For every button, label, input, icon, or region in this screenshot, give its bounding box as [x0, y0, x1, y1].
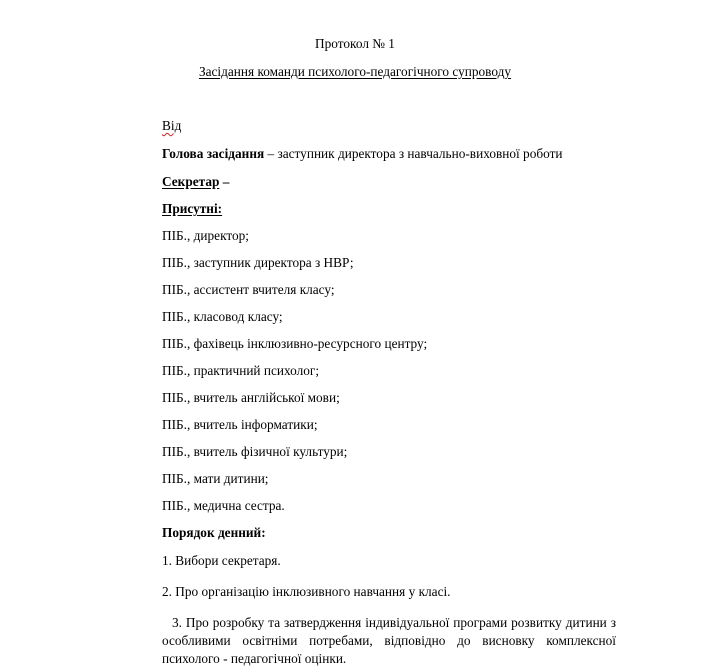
chair-line: [162, 146, 563, 162]
secretary-label: Секретар: [162, 174, 220, 189]
secretary-line: [162, 174, 229, 190]
present-item: ПІБ., класовод класу;: [162, 309, 283, 324]
present-item: ПІБ., ассистент вчителя класу;: [162, 282, 335, 297]
present-item: ПІБ., медична сестра.: [162, 498, 285, 513]
present-item: ПІБ., директор;: [162, 228, 249, 243]
chair-text: – заступник директора з навчально-виховної роботи: [264, 146, 563, 161]
present-item: ПІБ., вчитель англійської мови;: [162, 390, 340, 405]
agenda-label: Порядок денний:: [162, 525, 266, 540]
present-item: ПІБ., мати дитини;: [162, 471, 269, 486]
meeting-subtitle: Засідання команди психолого-педагогічного супроводу: [198, 64, 512, 79]
present-item: ПІБ., заступник директора з НВР;: [162, 255, 354, 270]
protocol-title: Протокол № 1: [315, 36, 395, 51]
agenda-item: 2. Про організацію інклюзивного навчання у класі.: [162, 584, 451, 599]
present-item: ПІБ., вчитель фізичної культури;: [162, 444, 348, 459]
chair-label: Голова засідання: [162, 146, 265, 161]
present-item: ПІБ., фахівець інклюзивно-ресурсного центру;: [162, 336, 428, 351]
agenda-item: 3. Про розробку та затвердження індивідуальної програми розвитку дитини з особливими освітніми потребами, відповідно до висновку комплексної психолого - педагогічної оцінки.: [162, 615, 616, 666]
present-item: ПІБ., вчитель інформатики;: [162, 417, 318, 432]
from-label: Від: [162, 118, 182, 133]
present-item: ПІБ., практичний психолог;: [162, 363, 320, 378]
agenda-item: 1. Вибори секретаря.: [162, 553, 281, 568]
secretary-text: –: [219, 174, 230, 189]
present-label: Присутні:: [162, 201, 223, 216]
